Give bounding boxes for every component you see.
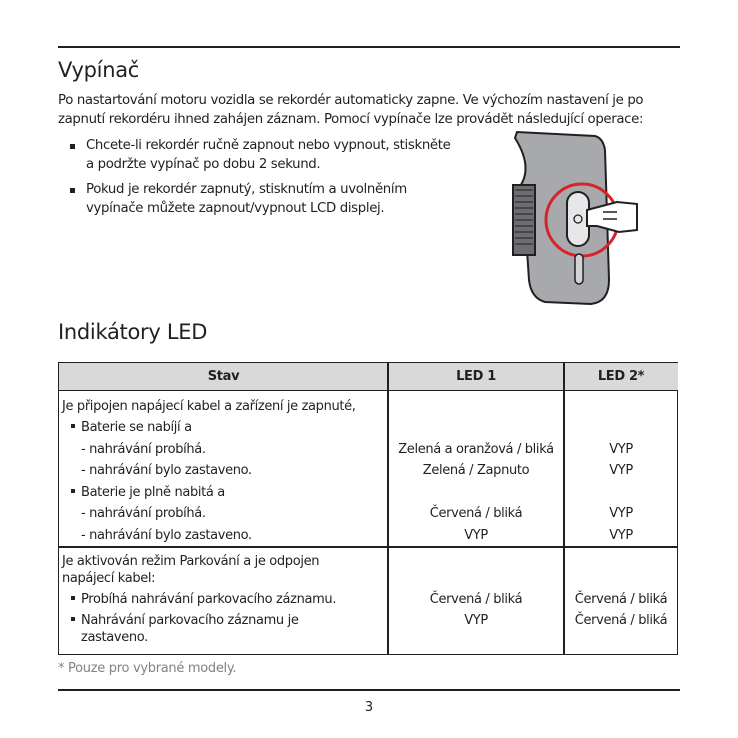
led1-value: Zelená a oranžová / bliká [398, 442, 554, 457]
bullet-icon [70, 188, 75, 193]
page-number: 3 [364, 700, 374, 715]
led-table [58, 362, 678, 655]
led1-value: VYP [464, 528, 488, 543]
bullet-item [70, 137, 450, 174]
bullet-icon [71, 424, 75, 428]
row-divider [59, 546, 677, 548]
status-text: zastaveno. [81, 630, 148, 645]
bullet-line: vypínače můžete zapnout/vypnout LCD displej. [86, 200, 385, 216]
row-status-line [81, 441, 206, 458]
status-text: - nahrávání bylo zastaveno. [81, 463, 252, 478]
intro-paragraph [58, 92, 688, 129]
status-text: napájecí kabel: [62, 571, 156, 586]
header-stav: Stav [59, 363, 388, 391]
top-rule [58, 46, 680, 48]
led1-value: Červená / bliká [429, 592, 523, 607]
bullet-line: Chcete-li rekordér ručně zapnout nebo vypnout, stiskněte [86, 138, 451, 153]
status-text: - nahrávání bylo zastaveno. [81, 528, 252, 543]
bullet-icon [71, 489, 75, 493]
led2-value: Červená / bliká [574, 613, 668, 628]
led2-value: VYP [609, 528, 633, 543]
row-status-line [71, 591, 336, 608]
status-text: Je aktivován režim Parkování a je odpojen [62, 554, 320, 569]
bullet-icon [71, 617, 75, 621]
row-status-line [71, 484, 225, 501]
section-title-vypinac: Vypínač [58, 58, 140, 82]
paragraph-line: Po nastartování motoru vozidla se rekordér automaticky zapne. Ve výchozím nastavení je po [58, 93, 644, 108]
row-status-line [81, 505, 206, 522]
status-text: Nahrávání parkovacího záznamu je [81, 613, 299, 628]
bullet-icon [70, 144, 75, 149]
bottom-rule [58, 689, 680, 691]
led2-value: Červená / bliká [574, 592, 668, 607]
footnote: * Pouze pro vybrané modely. [58, 661, 237, 676]
row-status-line [62, 570, 155, 587]
row-status-line [81, 629, 148, 646]
bullet-line: Pokud je rekordér zapnutý, stisknutím a uvolněním [86, 182, 407, 197]
led2-value: VYP [609, 506, 633, 521]
status-text: Baterie je plně nabitá a [81, 485, 225, 500]
led2-value: VYP [609, 463, 633, 478]
status-text: - nahrávání probíhá. [81, 442, 206, 457]
paragraph-line: zapnutí rekordéru ihned zahájen záznam. Pomocí vypínače lze provádět následující operace: [58, 111, 644, 127]
header-led1: LED 1 [388, 363, 564, 391]
header-led2: LED 2* [564, 363, 678, 391]
row-status-line [62, 398, 356, 415]
status-text: - nahrávání probíhá. [81, 506, 206, 521]
led1-value: VYP [464, 613, 488, 628]
row-status-line [71, 612, 298, 629]
status-text: Je připojen napájecí kabel a zařízení je zapnuté, [62, 399, 356, 414]
dashcam-power-button-illustration [505, 130, 645, 310]
bullet-icon [71, 596, 75, 600]
bullet-item [70, 181, 407, 218]
led1-value: Červená / bliká [429, 506, 523, 521]
bullet-line: a podržte vypínač po dobu 2 sekund. [86, 156, 321, 172]
row-status-line [81, 462, 252, 479]
status-text: Baterie se nabíjí a [81, 420, 192, 435]
section-title-led: Indikátory LED [58, 320, 208, 344]
row-status-line [71, 419, 192, 436]
led1-value: Zelená / Zapnuto [422, 463, 530, 478]
status-text: Probíhá nahrávání parkovacího záznamu. [81, 592, 337, 607]
row-status-line [81, 527, 252, 544]
led2-value: VYP [609, 442, 633, 457]
row-status-line [62, 553, 319, 570]
